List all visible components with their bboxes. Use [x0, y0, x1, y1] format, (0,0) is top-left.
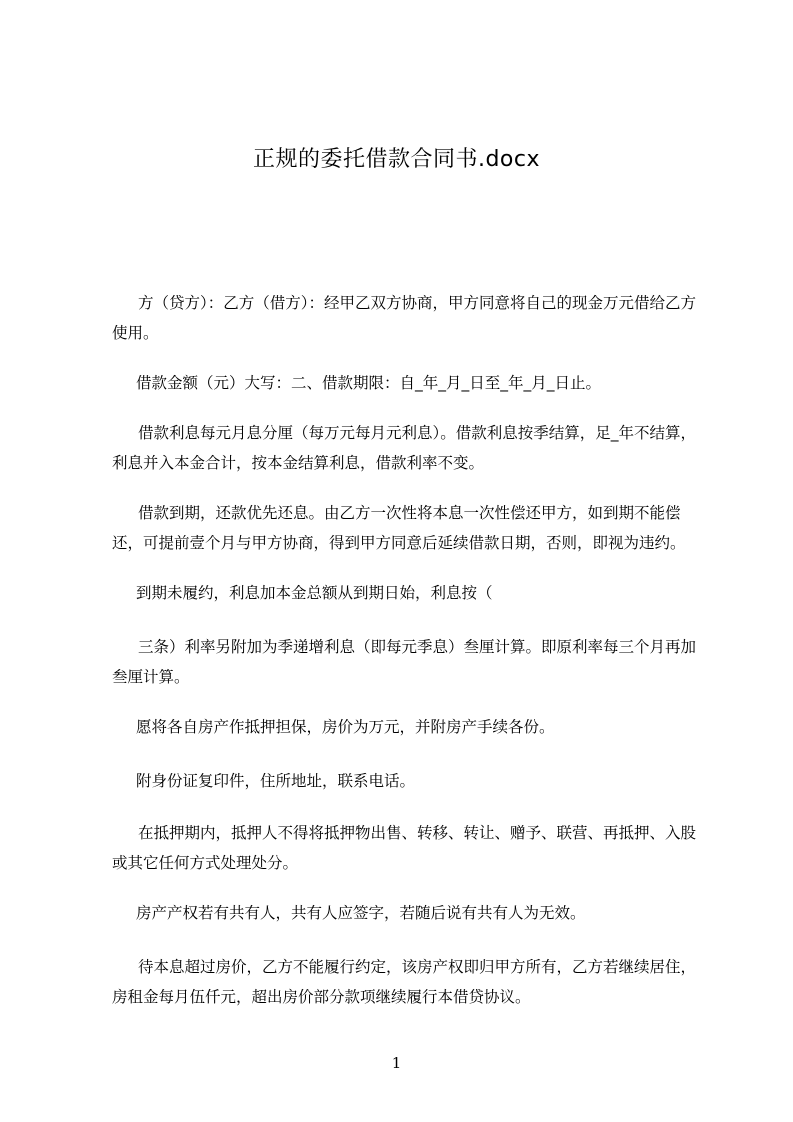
paragraph-9: 在抵押期内，抵押人不得将抵押物出售、转移、转让、赠予、联营、再抵押、入股或其它任何方式处理处分。 [112, 824, 697, 872]
document-title: 正规的委托借款合同书.docx [252, 147, 541, 172]
paragraph-7: 愿将各自房产作抵押担保，房价为万元，并附房产手续各份。 [136, 718, 555, 736]
paragraph-3: 借款利息每元月息分厘（每万元每月元利息）。借款利息按季结算，足_年不结算，利息并入本金合计，按本金结算利息，借款利率不变。 [112, 424, 697, 472]
paragraph-10: 房产产权若有共有人，共有人应签字，若随后说有共有人为无效。 [136, 904, 586, 922]
paragraph-11: 待本息超过房价，乙方不能履行约定，该房产权即归甲方所有，乙方若继续居住，房租金每月伍仟元，超出房价部分款项继续履行本借贷协议。 [112, 958, 697, 1006]
paragraph-1: 方（贷方）：乙方（借方）：经甲乙双方协商，甲方同意将自己的现金万元借给乙方使用。 [112, 294, 697, 342]
paragraph-6: 三条）利率另附加为季递增利息（即每元季息）叁厘计算。即原利率每三个月再加叁厘计算。 [112, 638, 697, 686]
paragraph-2: 借款金额（元）大写：二、借款期限：自_年_月_日至_年_月_日止。 [136, 374, 602, 392]
paragraph-8: 附身份证复印件，住所地址，联系电话。 [136, 772, 416, 790]
paragraph-5: 到期未履约，利息加本金总额从到期日始，利息按（ [136, 584, 493, 602]
paragraph-4: 借款到期，还款优先还息。由乙方一次性将本息一次性偿还甲方，如到期不能偿还，可提前壹个月与甲方协商，得到甲方同意后延续借款日期，否则，即视为违约。 [112, 504, 686, 552]
page-number: 1 [391, 1054, 402, 1072]
